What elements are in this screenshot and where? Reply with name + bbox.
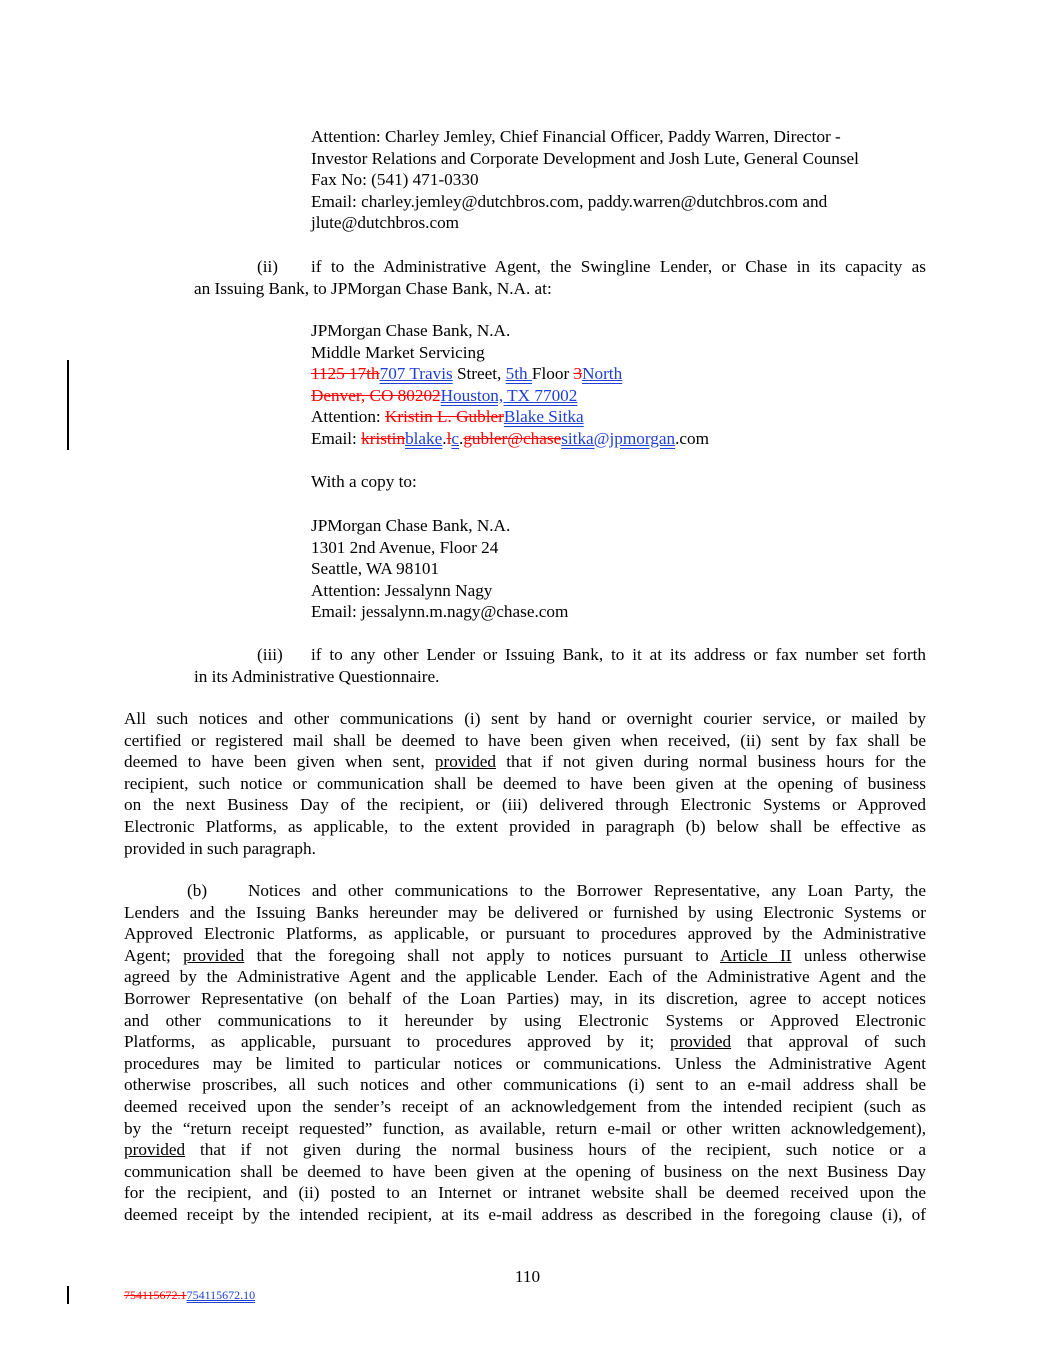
inserted-text: Blake Sitka	[503, 407, 584, 427]
deleted-text: kristin	[361, 428, 406, 448]
deleted-text: Denver, CO 80202	[311, 385, 441, 405]
article-ii-reference: Article II	[719, 945, 792, 965]
inserted-text: 754115672.10	[186, 1288, 256, 1302]
borrower-email: Email: charley.jemley@dutchbros.com, paddy.warren@dutchbros.com and	[311, 191, 828, 211]
item-ii-line2: an Issuing Bank, to JPMorgan Chase Bank, N.A. at:	[194, 278, 552, 298]
paragraph-b: (b) Notices and other communications to the Borrower Representative, any Loan Party, the Lenders and the Issuing Banks hereunder may be delivered or furnished by using Electronic Systems or Approved Electronic Platforms, as applicable, or pursuant to procedures approved by the Administrative Agent; provided that the foregoing shall not apply to notices pursuant to Article II unless otherwise agreed by the Administrative Agent and the applicable Lender. Each of the Administrative Agent and the Borrower Representative (on behalf of the Loan Parties) may, in its discretion, agree to accept notices and other communications to it hereunder by using Electronic Systems or Approved Electronic Platforms, as applicable, pursuant to procedures approved by it; provided that approval of such procedures may be limited to particular notices or communications. Unless the Administrative Agent otherwise proscribes, all such notices and other communications (i) sent to an e-mail address shall be deemed received upon the sender’s receipt of an acknowledgement from the intended recipient (such as by the “return receipt requested” function, as available, return e-mail or other written acknowledgement), provided that if not given during the normal business hours of the recipient, such notice or a communication shall be deemed to have been given at the opening of business on the next Business Day for the recipient, and (ii) posted to an Internet or intranet website shall be deemed received upon the deemed receipt by the intended recipient, at its e-mail address as described in the foregoing clause (i), of	[124, 881, 927, 1224]
copy-name: JPMorgan Chase Bank, N.A.	[311, 516, 511, 535]
borrower-attention-cont: Investor Relations and Corporate Development and Josh Lute, General Counsel	[311, 148, 859, 168]
borrower-fax: Fax No: (541) 471-0330	[311, 170, 479, 190]
copy-city: Seattle, WA 98101	[311, 559, 440, 579]
item-iii-num: (iii)	[257, 645, 283, 664]
provided-term: provided	[183, 945, 245, 965]
document-id	[124, 1288, 255, 1302]
deleted-text: 754115672.1	[124, 1288, 187, 1302]
paragraph-b-num: (b)	[187, 881, 208, 900]
agent-email: Email: kristinblake.lc.gubler@chasesitka@jpmorgan.com	[311, 428, 709, 448]
borrower-email-cont: jlute@dutchbros.com	[311, 213, 460, 233]
item-iii	[194, 644, 926, 687]
copy-to-label: With a copy to:	[311, 472, 417, 491]
provided-term: provided	[434, 752, 496, 772]
borrower-notice-block	[311, 126, 926, 234]
change-bar	[67, 360, 69, 450]
provided-term: provided	[669, 1032, 732, 1052]
deleted-text: 1125 17th	[311, 364, 380, 384]
agent-dept: Middle Market Servicing	[311, 342, 485, 362]
deleted-text: l	[446, 428, 452, 448]
notices-paragraph: All such notices and other communications (i) sent by hand or overnight courier service, or mailed by certified or registered mail shall be deemed to have been given when received, (ii) sent by fax shall be deemed to have been given when sent, provided that if not given during normal business hours for the recipient, such notice or communication shall be deemed to have been given at the opening of business on the next Business Day of the recipient, or (iii) delivered through Electronic Systems or Approved Electronic Platforms, as applicable, to the extent provided in paragraph (b) below shall be effective as provided in such paragraph.	[124, 709, 926, 858]
inserted-text: blake	[405, 428, 443, 448]
item-ii-num: (ii)	[257, 257, 278, 276]
page-number: 110	[514, 1267, 541, 1286]
inserted-text: North	[582, 364, 623, 384]
item-ii-line1: (ii) if to the Administrative Agent, the Swingline Lender, or Chase in its capacity as	[257, 257, 926, 276]
borrower-attention: Attention: Charley Jemley, Chief Financial Officer, Paddy Warren, Director -	[311, 127, 841, 146]
copy-address-block	[311, 515, 926, 623]
deleted-text: Kristin L. Gubler	[385, 407, 504, 427]
provided-term: provided	[124, 1140, 186, 1160]
agent-attention: Attention: Kristin L. GublerBlake Sitka	[311, 407, 584, 427]
inserted-text: c	[451, 428, 460, 448]
deleted-text: 3	[573, 364, 583, 384]
deleted-text: gubler@chase	[463, 428, 562, 448]
copy-email: Email: jessalynn.m.nagy@chase.com	[311, 602, 569, 622]
agent-city	[311, 385, 926, 407]
item-ii	[194, 256, 926, 299]
agent-address-block	[311, 320, 926, 450]
inserted-text: 707 Travis	[379, 364, 453, 384]
copy-street: 1301 2nd Avenue, Floor 24	[311, 537, 499, 557]
inserted-text: 5th	[505, 364, 532, 384]
agent-street: 1125 17th707 Travis Street, 5th Floor 3North	[311, 364, 623, 384]
footer-change-bar	[67, 1286, 69, 1304]
item-iii-line2: in its Administrative Questionnaire.	[194, 666, 440, 686]
agent-name: JPMorgan Chase Bank, N.A.	[311, 321, 511, 340]
copy-attention: Attention: Jessalynn Nagy	[311, 580, 493, 600]
item-iii-line1: (iii) if to any other Lender or Issuing Bank, to it at its address or fax number set forth	[257, 645, 926, 664]
inserted-text: Houston, TX 77002	[440, 385, 578, 405]
inserted-text: sitka@jpmorgan	[561, 428, 676, 448]
